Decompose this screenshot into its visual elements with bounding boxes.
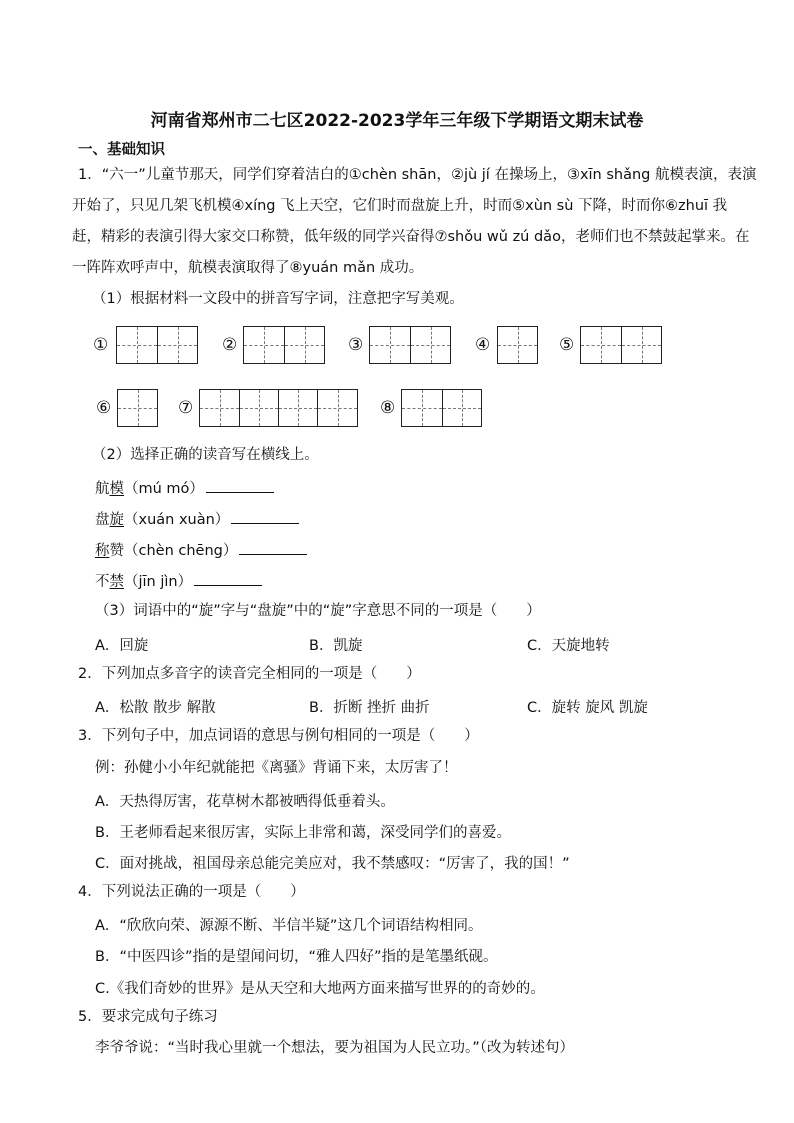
answer-box-8[interactable] <box>401 389 482 427</box>
pinyin-item-1: 航模（mú mó） <box>95 478 274 498</box>
blank-2[interactable] <box>231 509 299 524</box>
q4-stem: 4．下列说法正确的一项是（ ） <box>78 884 305 900</box>
section-heading: 一、基础知识 <box>78 142 165 158</box>
pinyin-item-4: 不禁（jīn jìn） <box>95 571 262 591</box>
q4-option-c[interactable]: C.《我们奇妙的世界》是从天空和大地两方面来描写世界的的奇妙的。 <box>95 981 545 997</box>
q3-stem: 3．下列句子中，加点词语的意思与例句相同的一项是（ ） <box>78 728 479 744</box>
q3-option-a[interactable]: A．天热得厉害，花草树木都被晒得低垂着头。 <box>95 794 395 810</box>
writing-grid-row-2 <box>0 389 794 429</box>
answer-box-4[interactable] <box>497 326 538 364</box>
box-label-8: ⑧ <box>380 398 396 418</box>
q5-stem: 5．要求完成句子练习 <box>78 1009 218 1025</box>
q1-line-1: 1．“六一”儿童节那天，同学们穿着洁白的①chèn shān，②jù jí 在操场上，③xīn shǎng 航模表演，表演 <box>78 167 757 183</box>
q3-example: 例：孙健小小年纪就能把《离骚》背诵下来，太厉害了！ <box>95 760 458 776</box>
q4-option-b[interactable]: B．“中医四诊”指的是望闻问切，“雅人四好”指的是笔墨纸砚。 <box>95 949 498 965</box>
box-label-7: ⑦ <box>178 398 194 418</box>
q2-stem: 2．下列加点多音字的读音完全相同的一项是（ ） <box>78 666 421 682</box>
q1-sub3-option-c[interactable]: C．天旋地转 <box>527 638 610 654</box>
box-label-2: ② <box>222 335 238 355</box>
pinyin-item-3: 称赞（chèn chēng） <box>95 540 307 560</box>
box-label-4: ④ <box>475 335 491 355</box>
q4-option-a[interactable]: A．“欣欣向荣、源源不断、半信半疑”这几个词语结构相同。 <box>95 918 483 934</box>
q2-option-b[interactable]: B．折断 挫折 曲折 <box>309 700 430 716</box>
answer-box-2[interactable] <box>243 326 325 364</box>
answer-box-3[interactable] <box>369 326 451 364</box>
q1-sub3-option-b[interactable]: B．凯旋 <box>309 638 363 654</box>
box-label-6: ⑥ <box>96 398 112 418</box>
blank-3[interactable] <box>239 540 307 555</box>
q1-sub3: （3）词语中的“旋”字与“盘旋”中的“旋”字意思不同的一项是（ ） <box>95 603 541 619</box>
box-label-1: ① <box>93 335 109 355</box>
writing-grid-row-1 <box>0 326 794 366</box>
answer-box-5[interactable] <box>580 326 662 364</box>
pinyin-item-2: 盘旋（xuán xuàn） <box>95 509 299 529</box>
box-label-3: ③ <box>348 335 364 355</box>
answer-box-6[interactable] <box>117 389 158 427</box>
answer-box-1[interactable] <box>116 326 198 364</box>
q1-line-4: 一阵阵欢呼声中，航模表演取得了⑧yuán mǎn 成功。 <box>72 260 424 276</box>
q3-option-c[interactable]: C．面对挑战，祖国母亲总能完美应对，我不禁感叹：“厉害了，我的国！” <box>95 856 570 872</box>
q2-option-a[interactable]: A．松散 散步 解散 <box>95 700 216 716</box>
q2-option-c[interactable]: C．旋转 旋风 凯旋 <box>527 700 648 716</box>
page-title: 河南省郑州市二七区2022-2023学年三年级下学期语文期末试卷 <box>150 111 644 131</box>
q1-sub3-option-a[interactable]: A．回旋 <box>95 638 149 654</box>
answer-box-7[interactable] <box>199 389 358 427</box>
q1-sub1: （1）根据材料一文段中的拼音写字词，注意把字写美观。 <box>92 291 464 307</box>
q5-sentence: 李爷爷说：“当时我心里就一个想法，要为祖国为人民立功。”（改为转述句） <box>95 1040 575 1056</box>
q3-option-b[interactable]: B．王老师看起来很厉害，实际上非常和蔼，深受同学们的喜爱。 <box>95 825 511 841</box>
q1-sub2: （2）选择正确的读音写在横线上。 <box>92 447 319 463</box>
q1-line-2: 开始了，只见几架飞机模④xíng 飞上天空，它们时而盘旋上升，时而⑤xùn sù 下降，时而你⑥zhuī 我 <box>72 198 728 214</box>
blank-4[interactable] <box>194 571 262 586</box>
box-label-5: ⑤ <box>559 335 575 355</box>
blank-1[interactable] <box>206 478 274 493</box>
q1-line-3: 赶，精彩的表演引得大家交口称赞，低年级的同学兴奋得⑦shǒu wǔ zú dǎo，老师们也不禁鼓起掌来。在 <box>72 229 750 245</box>
